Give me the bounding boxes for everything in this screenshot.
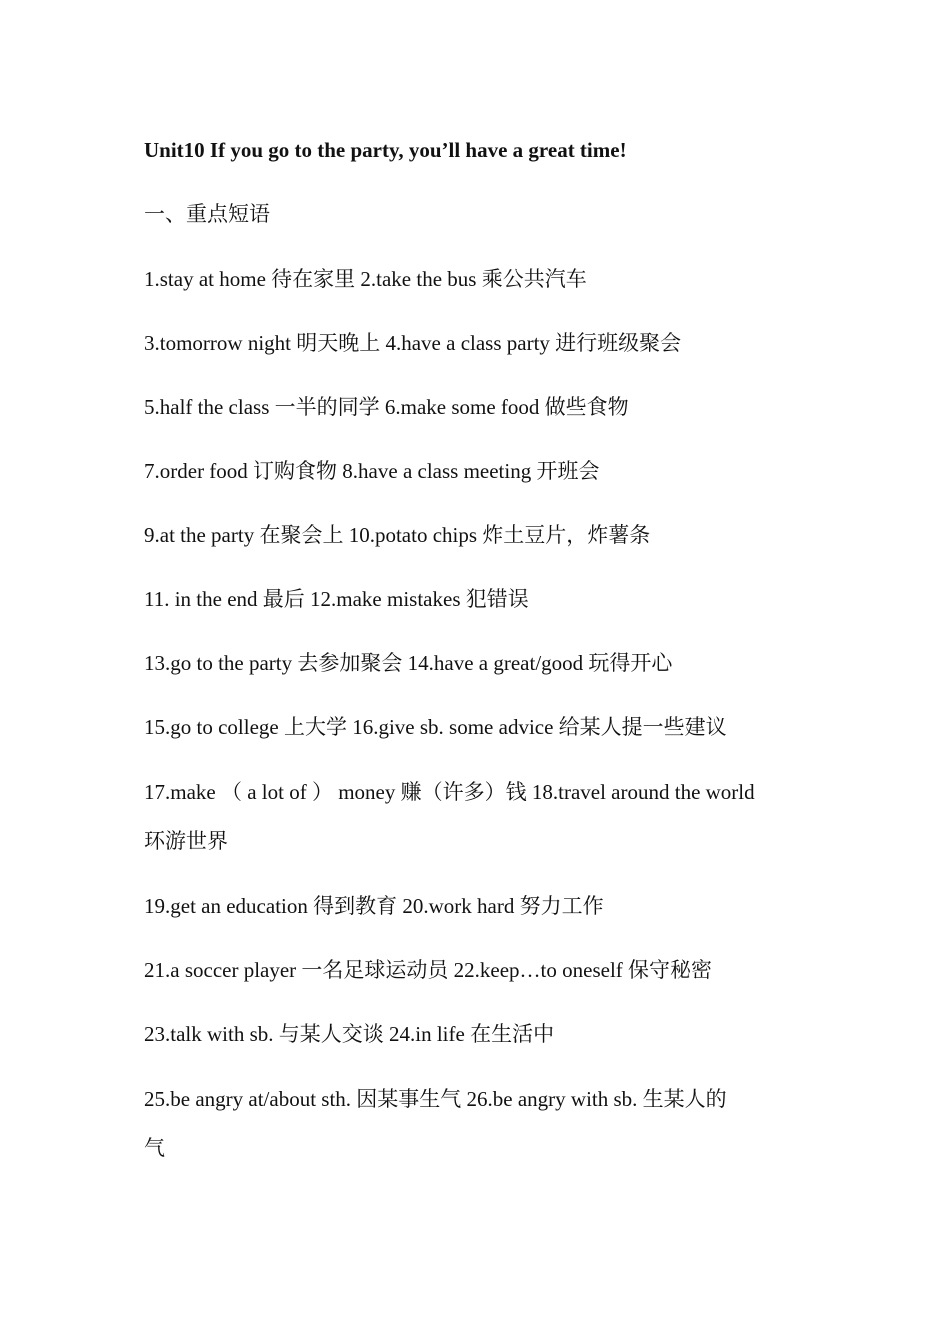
phrase-line: 9.at the party 在聚会上 10.potato chips 炸土豆片，炸薯条 xyxy=(144,523,651,547)
phrase-line: 15.go to college 上大学 16.give sb. some advice 给某人提一些建议 xyxy=(144,715,727,739)
phrase-line: 21.a soccer player 一名足球运动员 22.keep…to oneself 保守秘密 xyxy=(144,958,713,982)
phrase-line: 3.tomorrow night 明天晚上 4.have a class party 进行班级聚会 xyxy=(144,331,682,355)
phrase-line: 23.talk with sb. 与某人交谈 24.in life 在生活中 xyxy=(144,1022,555,1046)
phrase-line: 11. in the end 最后 12.make mistakes 犯错误 xyxy=(144,587,529,611)
phrase-line: 19.get an education 得到教育 20.work hard 努力工作 xyxy=(144,894,604,918)
phrase-line: 17.make （ a lot of ） money 赚（许多）钱 18.travel around the world xyxy=(144,780,755,804)
phrase-line: 7.order food 订购食物 8.have a class meeting 开班会 xyxy=(144,459,600,483)
phrase-line: 1.stay at home 待在家里 2.take the bus 乘公共汽车 xyxy=(144,267,587,291)
document-title: Unit10 If you go to the party, you’ll have a great time! xyxy=(144,138,627,162)
phrase-line-continuation: 环游世界 xyxy=(144,829,228,853)
phrase-line: 13.go to the party 去参加聚会 14.have a great/good 玩得开心 xyxy=(144,651,673,675)
phrase-line-continuation: 气 xyxy=(144,1136,165,1160)
phrase-line: 25.be angry at/about sth. 因某事生气 26.be angry with sb. 生某人的 xyxy=(144,1087,727,1111)
section-heading: 一、重点短语 xyxy=(144,202,270,226)
phrase-line: 5.half the class 一半的同学 6.make some food 做些食物 xyxy=(144,395,629,419)
